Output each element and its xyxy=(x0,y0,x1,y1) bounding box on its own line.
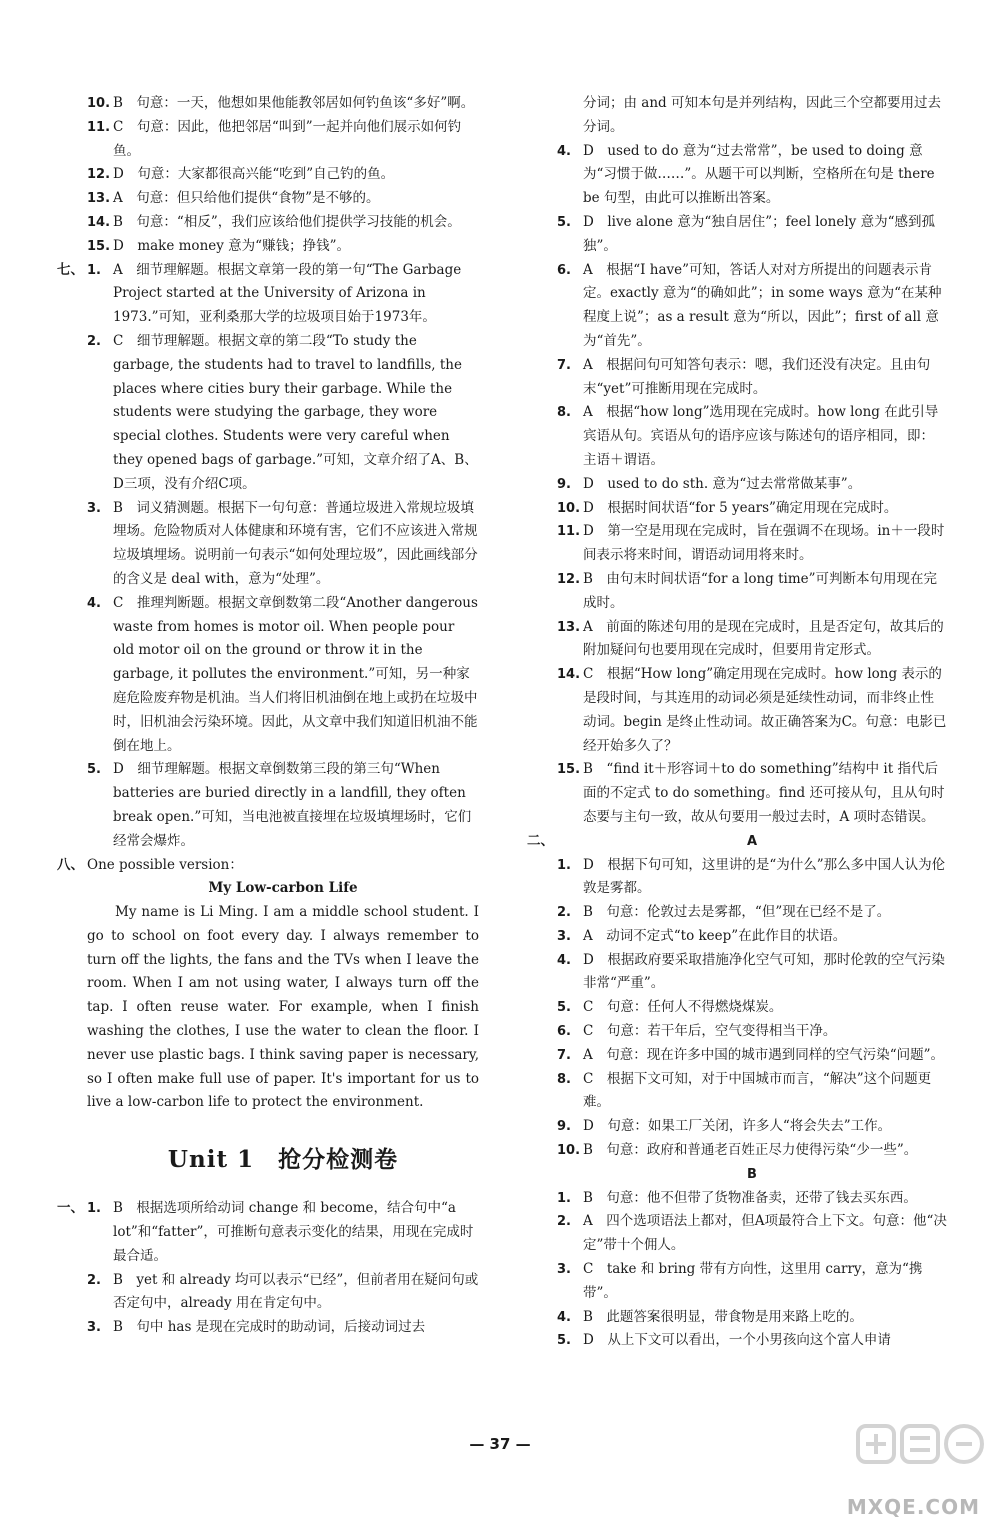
answer-number: 5. xyxy=(87,762,101,778)
answer-text: C take 和 bring 带有方向性，这里用 carry，意为“携带”。 xyxy=(583,1261,923,1301)
answer-item xyxy=(557,854,947,902)
answer-number: 4. xyxy=(557,1309,571,1325)
answer-item xyxy=(557,996,947,1020)
answer-item xyxy=(557,1329,947,1353)
answer-text: A 根据“I have”可知，答话人对对方所提出的问题表示肯定。exactly 意为“的确如此”；in some ways 意为“在某种程度上说”；as a result 意为“所以，因此”；first of all 意为“首先”。 xyxy=(583,261,942,349)
part-2 xyxy=(527,830,947,854)
answer-number: 2. xyxy=(557,1214,571,1230)
essay-title: My Low-carbon Life xyxy=(208,880,358,897)
answer-item xyxy=(87,1197,479,1268)
answer-item xyxy=(557,1139,947,1163)
answer-text: D 句意：如果工厂关闭，许多人“将会失去”工作。 xyxy=(583,1118,892,1135)
answer-item xyxy=(557,1020,947,1044)
answer-number: 12. xyxy=(557,571,581,587)
answer-number: 10. xyxy=(557,500,581,516)
answer-text: D make money 意为“赚钱；挣钱”。 xyxy=(113,237,350,254)
answer-item xyxy=(557,497,947,521)
answer-item xyxy=(557,259,947,354)
answer-item xyxy=(557,401,947,472)
answer-text: C 推理判断题。根据文章倒数第二段“Another dangerous waste from homes is motor oil. When people pour old motor oil on the ground or throw it in the garbage, it pollutes the environment.”可知，另一种家庭危险废弃物是机油。当人们将旧机油倒在地上或扔在垃圾中时，旧机油会污染环境。因此，从文章中我们知道旧机油不能倒在地上。 xyxy=(113,594,478,754)
subhead-b: B xyxy=(747,1166,757,1182)
answer-text: D used to do 意为“过去常常”，be used to doing 意为“习惯于做……”。从题干可以判断，空格所在句是 there be 句型，由此可以推断出答案。 xyxy=(583,142,935,207)
answer-number: 8. xyxy=(557,1071,571,1087)
answer-text: C 句意：因此，他把邻居“叫到”一起并向他们展示如何钓鱼。 xyxy=(113,118,462,159)
answer-item xyxy=(87,758,479,853)
answer-item xyxy=(87,116,479,164)
section-8-intro: One possible version： xyxy=(87,856,243,873)
answer-text: A 根据问句可知答句表示：嗯，我们还没有决定。且由句末“yet”可推断用现在完成时。 xyxy=(583,356,931,397)
answer-text: A 句意：现在许多中国的城市遇到同样的空气污染“问题”。 xyxy=(583,1046,945,1063)
answer-item xyxy=(557,616,947,664)
answer-text: D used to do sth. 意为“过去常常做某事”。 xyxy=(583,475,862,492)
answer-number: 10. xyxy=(557,1143,581,1159)
answer-text: D 从上下文可以看出，一个小男孩向这个富人申请 xyxy=(583,1332,891,1349)
essay-body: My name is Li Ming. I am a middle school student. I go to school on foot every day. I always remember to turn off the lights, the fans and the TVs when I leave the room. When I am not using water, I always turn off the tap. I often reuse water. For example, when I finish washing the clothes, I use the water to clean the floor. I never use plastic bags. I think saving paper is necessary, so I often make full use of paper. It's important for us to live a low-carbon life to protect the environment. xyxy=(87,904,479,1111)
answer-text: D 根据政府要采取措施净化空气可知，那时伦敦的空气污染非常“严重”。 xyxy=(583,951,945,992)
answer-number: 3. xyxy=(87,1320,101,1336)
left-column xyxy=(57,92,479,1340)
answer-text: C 根据下文可知，对于中国城市而言，“解决”这个问题更难。 xyxy=(583,1070,932,1111)
part-1 xyxy=(57,1197,479,1340)
answer-text: C 细节理解题。根据文章的第二段“To study the garbage, the students had to travel to landfills, the places where cities bury their garbage. While the students were studying the garbage, they wore special clothes. Students were very careful when they opened bags of garbage.”可知，文章介绍了A、B、D三项，没有介绍C项。 xyxy=(113,332,478,492)
section-7-label: 七、 xyxy=(57,261,84,278)
answer-number: 3. xyxy=(557,928,571,944)
part-2-a-items xyxy=(557,854,947,1163)
answer-text: B yet 和 already 均可以表示“已经”，但前者用在疑问句或否定句中，already 用在肯定句中。 xyxy=(113,1271,479,1312)
answer-text: B 根据选项所给动词 change 和 become，结合句中“a lot”和“fatter”，可推断句意表示变化的结果，用现在完成时最合适。 xyxy=(113,1200,474,1264)
part-2-label: 二、 xyxy=(527,832,554,849)
answer-item xyxy=(557,140,947,211)
answer-text: B 句意：政府和普通老百姓正尽力使得污染“少一些”。 xyxy=(583,1142,918,1159)
answer-number: 15. xyxy=(557,762,581,778)
answer-text: A 根据“how long”选用现在完成时。how long 在此引导宾语从句。宾语从句的语序应该与陈述句的语序相同，即：主语＋谓语。 xyxy=(583,404,939,468)
answer-item xyxy=(557,1068,947,1116)
answer-text: C 句意：任何人不得燃烧煤炭。 xyxy=(583,999,783,1016)
section-7 xyxy=(57,259,479,854)
answer-number: 9. xyxy=(557,476,571,492)
answer-text: B 词义猜测题。根据下一句句意：普通垃圾进入常规垃圾填埋场。危险物质对人体健康和环境有害，它们不应该进入常规垃圾填埋场。说明前一句表示“如何处理垃圾”，因此画线部分的含义是 deal with，意为“处理”。 xyxy=(113,499,478,587)
answer-number: 3. xyxy=(87,500,101,516)
right-items-b xyxy=(557,140,947,830)
part-2-b-items xyxy=(557,1187,947,1354)
answer-text: B 句中 has 是现在完成时的助动词，后接动词过去 xyxy=(113,1319,426,1336)
answer-text: D 细节理解题。根据文章倒数第三段的第三句“When batteries are buried directly in a landfill, they often break open.”可知，当电池被直接埋在垃圾填埋场时，它们经常会爆炸。 xyxy=(113,761,472,849)
answer-number: 12. xyxy=(87,167,111,183)
answer-text: A 四个选项语法上都对，但A项最符合上下文。句意：他“决定”带十个佣人。 xyxy=(583,1213,947,1254)
subhead-a: A xyxy=(746,833,758,849)
answer-number: 10. xyxy=(87,96,111,111)
left-items-a xyxy=(87,92,479,259)
answer-number: 5. xyxy=(557,1000,571,1016)
right-column xyxy=(527,92,947,1353)
answer-number: 13. xyxy=(557,619,581,635)
answer-text: D 第一空是用现在完成时，旨在强调不在现场。in＋一段时间表示将来时间，谓语动词用将来时。 xyxy=(583,523,945,564)
answer-item xyxy=(557,1210,947,1258)
answer-number: 2. xyxy=(557,905,571,921)
answer-number: 5. xyxy=(557,1333,571,1349)
answer-item xyxy=(557,949,947,997)
answer-number: 15. xyxy=(87,238,111,254)
answer-item xyxy=(557,520,947,568)
answer-text: B 句意：伦敦过去是雾都，“但”现在已经不是了。 xyxy=(583,904,891,921)
part-1-items xyxy=(87,1197,479,1340)
answer-text: A 动词不定式“to keep”在此作目的状语。 xyxy=(583,927,847,944)
answer-item xyxy=(87,1316,479,1340)
answer-number: 3. xyxy=(557,1262,571,1278)
answer-number: 2. xyxy=(87,1272,101,1288)
section-8 xyxy=(57,854,479,878)
answer-text: D 根据时间状语“for 5 years”确定用现在完成时。 xyxy=(583,499,898,516)
answer-number: 13. xyxy=(87,191,111,207)
answer-number: 14. xyxy=(557,667,581,683)
answer-number: 4. xyxy=(557,952,571,968)
answer-number: 1. xyxy=(87,262,101,278)
answer-text: A 细节理解题。根据文章第一段的第一句“The Garbage Project started at the University of Arizona in 1973.”可知，亚利桑那大学的垃圾项目始于1973年。 xyxy=(113,261,462,326)
answer-item xyxy=(557,1258,947,1306)
answer-number: 7. xyxy=(557,357,571,373)
answer-text: B 句意：一天，他想如果他能教邻居如何钓鱼该“多好”啊。 xyxy=(113,95,475,111)
answer-item xyxy=(557,1306,947,1330)
answer-item xyxy=(87,259,479,330)
answer-item xyxy=(557,758,947,829)
answer-number: 4. xyxy=(87,595,101,611)
answer-text: A 句意：但只给他们提供“食物”是不够的。 xyxy=(113,190,380,207)
answer-number: 14. xyxy=(87,214,111,230)
answer-number: 8. xyxy=(557,405,571,421)
answer-item xyxy=(557,1187,947,1211)
answer-text: C 根据“How long”确定用现在完成时。how long 表示的是段时间，与其连用的动词必须是延续性动词，而非终止性动词。begin 是终止性动词。故正确答案为C。句意：电影已经开始多久了？ xyxy=(583,666,947,754)
answer-item xyxy=(87,1269,479,1317)
answer-number: 7. xyxy=(557,1047,571,1063)
answer-number: 5. xyxy=(557,214,571,230)
answer-item xyxy=(87,330,479,497)
answer-number: 2. xyxy=(87,333,101,349)
answer-item xyxy=(87,235,479,259)
answer-item xyxy=(87,187,479,211)
watermark-text: MXQE.COM xyxy=(846,1495,980,1520)
answer-item xyxy=(87,92,479,116)
answer-item xyxy=(557,925,947,949)
part-1-label: 一、 xyxy=(57,1200,84,1217)
answer-number: 4. xyxy=(557,143,571,159)
answer-number: 1. xyxy=(87,1201,101,1217)
answer-item xyxy=(557,1115,947,1139)
answer-text: B 句意：“相反”，我们应该给他们提供学习技能的机会。 xyxy=(113,213,461,230)
answer-item xyxy=(557,568,947,616)
unit-title: Unit 1 抢分检测卷 xyxy=(167,1146,399,1174)
essay xyxy=(87,901,479,1115)
answer-item xyxy=(557,211,947,259)
continuation-text: 分词；由 and 可知本句是并列结构，因此三个空都要用过去分词。 xyxy=(583,95,941,135)
answer-item xyxy=(557,473,947,497)
answer-number: 1. xyxy=(557,857,571,873)
answer-number: 6. xyxy=(557,262,571,278)
section-8-label: 八、 xyxy=(57,856,84,873)
answer-item xyxy=(87,592,479,759)
answer-item xyxy=(557,354,947,402)
answer-text: B 句意：他不但带了货物准备卖，还带了钱去买东西。 xyxy=(583,1189,917,1206)
answer-number: 11. xyxy=(87,119,111,135)
answer-text: B “find it＋形容词＋to do something”结构中 it 指代后面的不定式 to do something。find 还可接从句，且从句时态要与主句一致，故从句要用一般过去时，A 项时态错误。 xyxy=(583,761,945,825)
section-7-items xyxy=(87,259,479,854)
answer-item xyxy=(87,497,479,592)
answer-number: 6. xyxy=(557,1024,571,1040)
answer-text: C 句意：若干年后，空气变得相当干净。 xyxy=(583,1023,837,1040)
answer-text: D 根据下句可知，这里讲的是“为什么”那么多中国人认为伦敦是雾都。 xyxy=(583,856,946,897)
page-number: — 37 — xyxy=(469,1435,531,1453)
answer-item xyxy=(557,1044,947,1068)
answer-text: D 句意：大家都很高兴能“吃到”自己钓的鱼。 xyxy=(113,166,395,183)
answer-text: B 此题答案很明显，带食物是用来路上吃的。 xyxy=(583,1308,863,1325)
answer-item xyxy=(87,163,479,187)
answer-item xyxy=(87,211,479,235)
answer-number: 11. xyxy=(557,524,581,540)
answer-text: D live alone 意为“独自居住”；feel lonely 意为“感到孤独”。 xyxy=(583,213,935,254)
answer-item xyxy=(557,901,947,925)
answer-item xyxy=(557,663,947,758)
answer-number: 1. xyxy=(557,1190,571,1206)
answer-text: A 前面的陈述句用的是现在完成时，且是否定句，故其后的附加疑问句也要用现在完成时，但要用肯定形式。 xyxy=(583,618,944,659)
answer-text: B 由句末时间状语“for a long time”可判断本句用现在完成时。 xyxy=(583,570,938,611)
answer-number: 9. xyxy=(557,1119,571,1135)
